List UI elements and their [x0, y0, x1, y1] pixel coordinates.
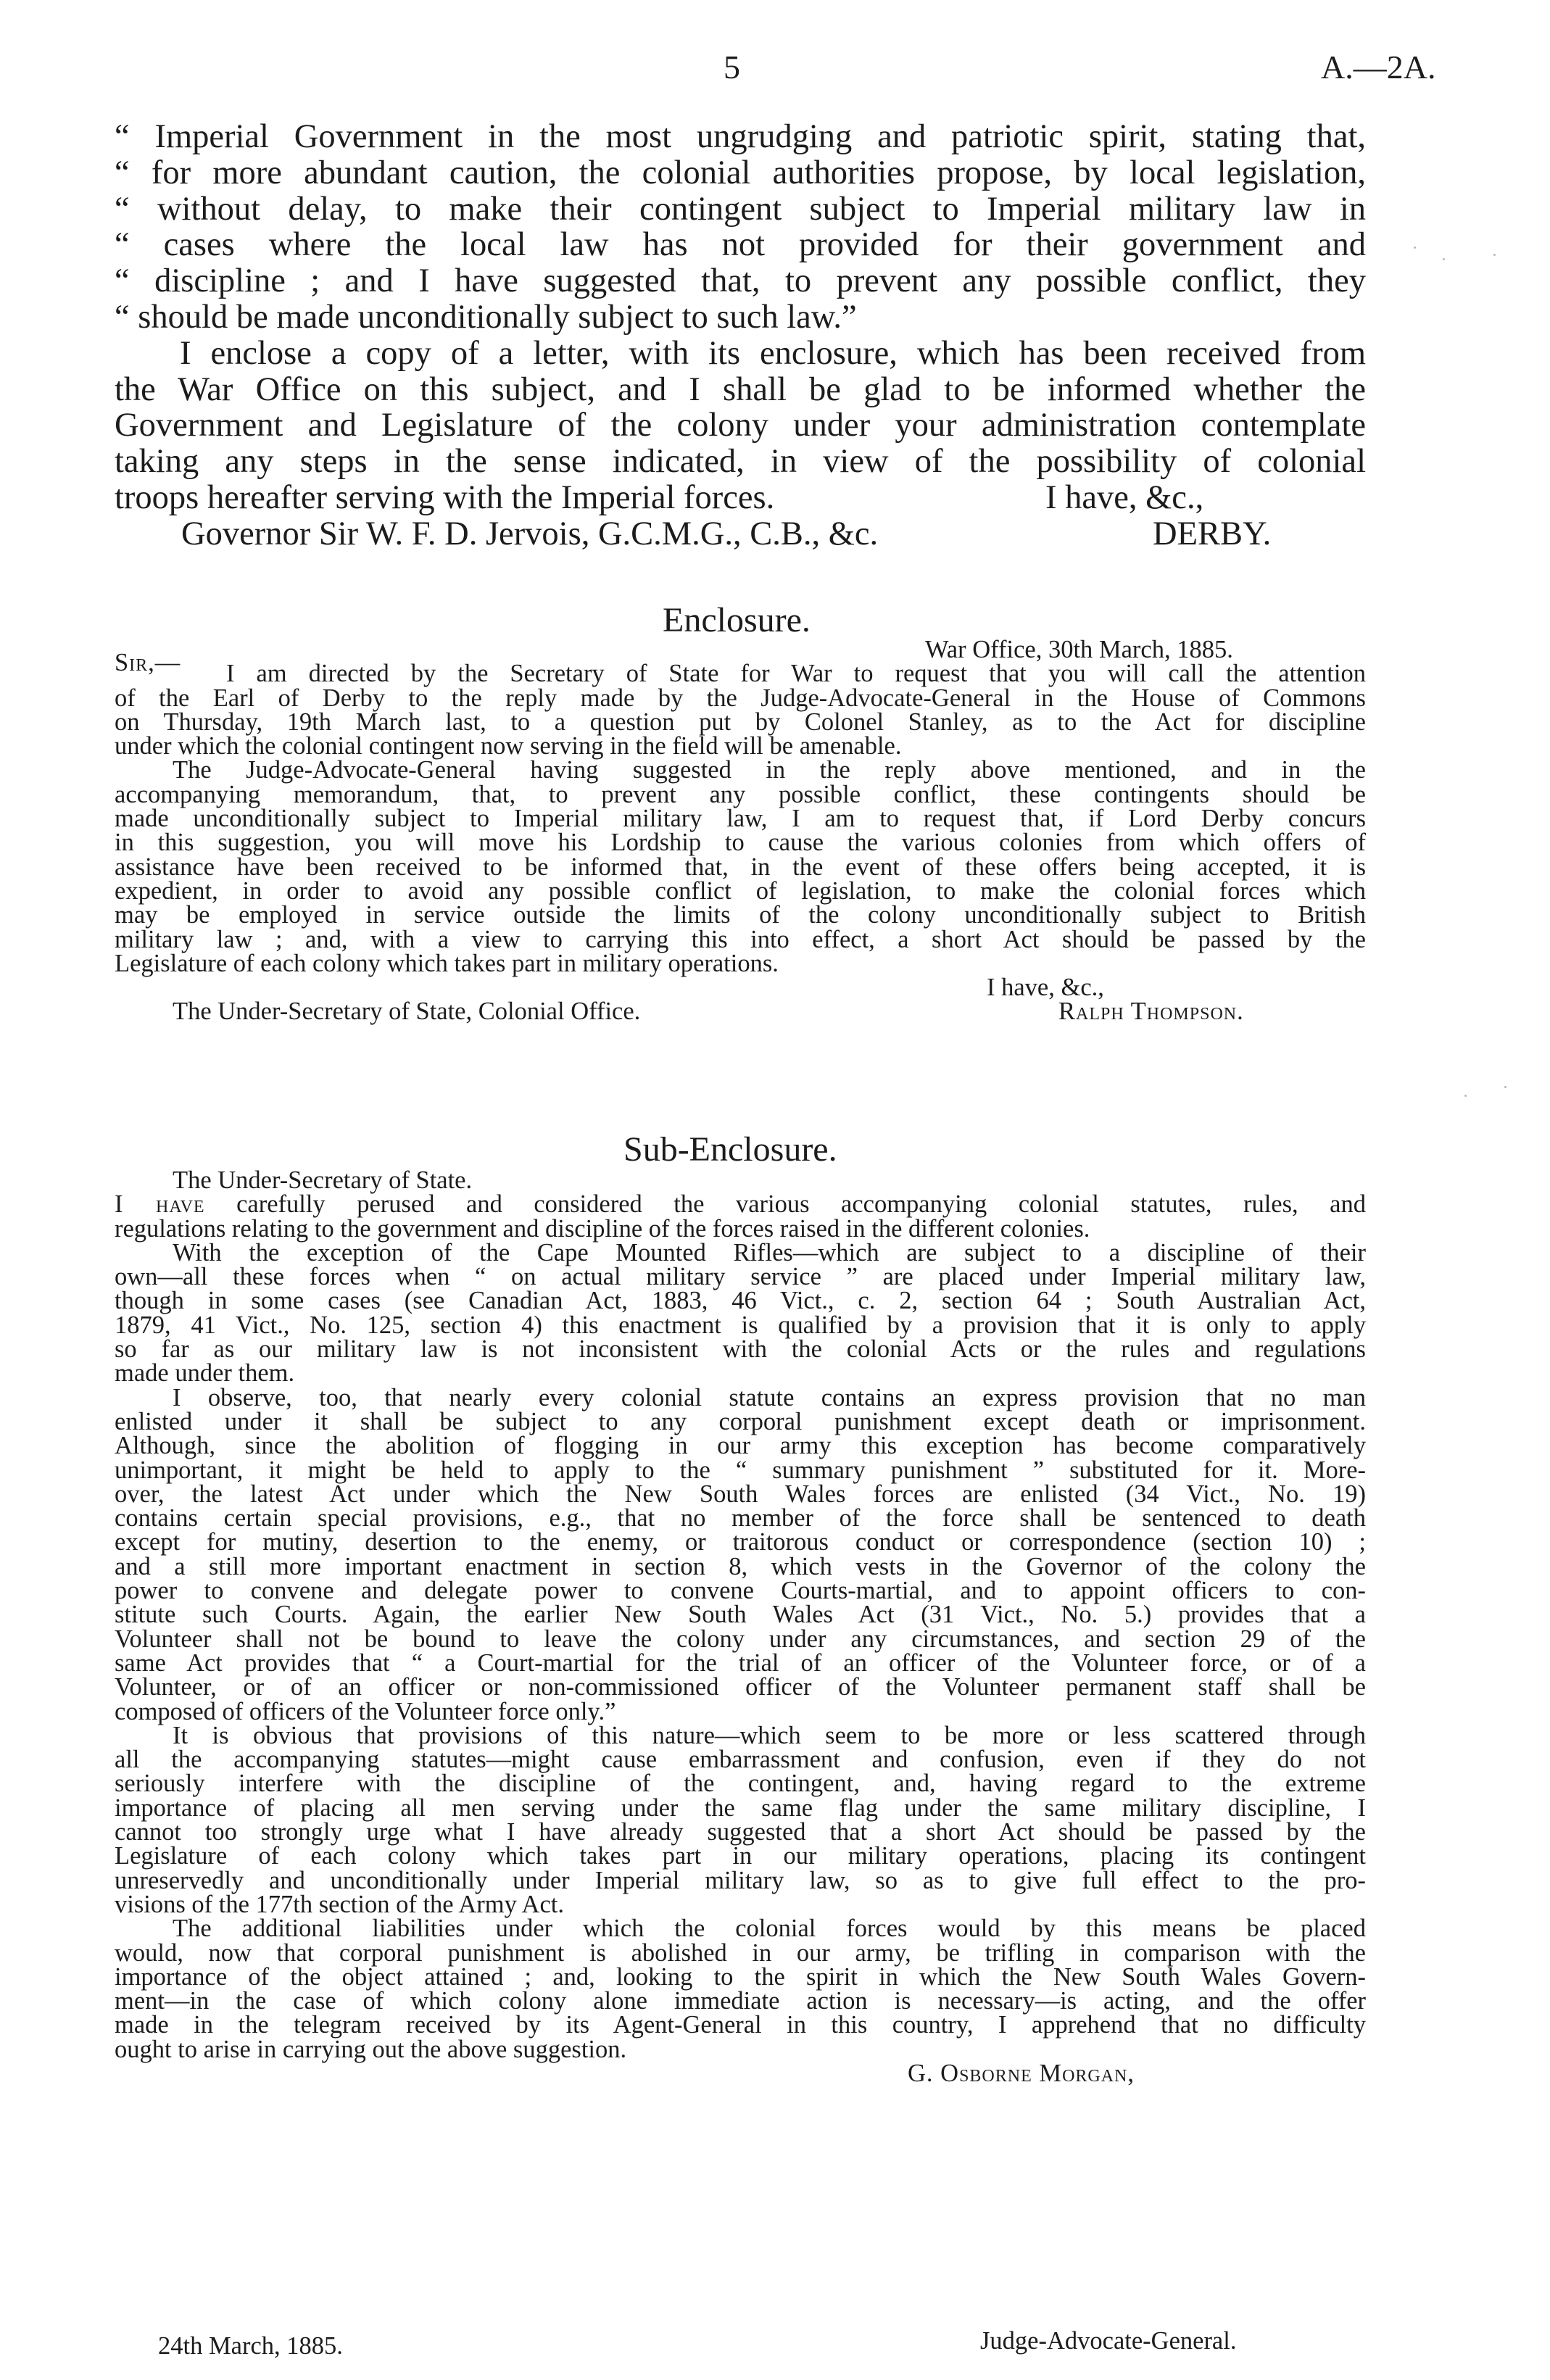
memo-line: over, the latest Act under which the New South Wales forces are enlisted (34 Vict., No. 19)	[115, 1480, 1366, 1508]
memo-line: would, now that corporal punishment is abolished in our army, be trifling in comparison with the	[115, 1939, 1366, 1967]
memo-line: made in the telegram received by its Agent-General in this country, I apprehend that no difficulty	[115, 2011, 1366, 2039]
memo-line: ment—in the case of which colony alone immediate action is necessary—is acting, and the offer	[115, 1987, 1366, 2015]
memo-line: unimportant, it might be held to apply to the “ summary punishment ” substituted for it. More-	[115, 1456, 1366, 1484]
sub-enclosure-heading: Sub-Enclosure.	[623, 1130, 837, 1169]
memo-line: own—all these forces when “ on actual military service ” are placed under Imperial military law,	[115, 1263, 1366, 1291]
memo-signature-title: Judge-Advocate-General.	[980, 2327, 1237, 2355]
enclosure-line: assistance have been received to be informed that, in the event of these offers being accepted, it is	[115, 853, 1366, 881]
enclosure-addressee: The Under-Secretary of State, Colonial Office.	[173, 998, 641, 1026]
body-line: I enclose a copy of a letter, with its enclosure, which has been received from	[180, 334, 1366, 372]
quote-line: “ for more abundant caution, the colonial authorities propose, by local legislation,	[115, 154, 1366, 191]
enclosure-line: I am directed by the Secretary of State for War to request that you will call the attention	[226, 660, 1366, 688]
enclosure-line: made unconditionally subject to Imperial military law, I am to request that, if Lord Derby concurs	[115, 805, 1366, 833]
memo-lead: I have	[115, 1190, 205, 1219]
memo-signature-name: G. Osborne Morgan,	[908, 2059, 1135, 2087]
memo-line: seriously interfere with the discipline of the contingent, and, having regard to the extreme	[115, 1770, 1366, 1798]
memo-line: power to convene and delegate power to convene Courts-martial, and to appoint officers to con-	[115, 1577, 1366, 1605]
body-line: the War Office on this subject, and I shall be glad to be informed whether the	[115, 370, 1366, 408]
memo-line: visions of the 177th section of the Army Act.	[115, 1890, 564, 1918]
letter-addressee: Governor Sir W. F. D. Jervois, G.C.M.G., C.B., &c.	[181, 515, 879, 552]
letter-text	[115, 119, 1366, 552]
memo-date: 24th March, 1885.	[158, 2332, 343, 2360]
quote-line: “ Imperial Government in the most ungrudging and patriotic spirit, stating that,	[115, 118, 1366, 155]
enclosure-heading: Enclosure.	[663, 601, 811, 639]
memo-line: all the accompanying statutes—might cause embarrassment and confusion, even if they do not	[115, 1746, 1366, 1774]
enclosure-signature: Ralph Thompson.	[1058, 998, 1244, 1026]
memo-line: 1879, 41 Vict., No. 125, section 4) this enactment is qualified by a provision that it is only to apply	[115, 1311, 1366, 1339]
memo-line: I have carefully perused and considered the various accompanying colonial statutes, rules, and	[115, 1190, 1366, 1219]
memo-line: enlisted under it shall be subject to any corporal punishment except death or imprisonment.	[115, 1407, 1366, 1435]
memo-line: I observe, too, that nearly every colonial statute contains an express provision that no man	[173, 1383, 1366, 1411]
memo-line: Legislature of each colony which takes part in our military operations, placing its contingent	[115, 1842, 1366, 1870]
enclosure-line: accompanying memorandum, that, to prevent any possible conflict, these contingents should be	[115, 780, 1366, 808]
scan-speck	[1414, 246, 1416, 249]
letter-signature: DERBY.	[1153, 515, 1272, 552]
enclosure-line: may be employed in service outside the limits of the colony unconditionally subject to British	[115, 901, 1366, 929]
salutation: Sir,—	[115, 649, 181, 676]
memo-line: made under them.	[115, 1359, 295, 1388]
sub-enclosure-memo	[115, 1166, 1366, 2087]
page-number: 5	[724, 49, 740, 86]
quote-line: “ without delay, to make their contingent subject to Imperial military law in	[115, 190, 1366, 228]
memo-line: Volunteer, or of an officer or non-commissioned officer of the Volunteer permanent staff shall be	[115, 1673, 1366, 1701]
quote-line: “ discipline ; and I have suggested that, to prevent any possible conflict, they	[115, 262, 1366, 300]
memo-line: except for mutiny, desertion to the enemy, or traitorous conduct or correspondence (section 10) ;	[115, 1528, 1366, 1556]
enclosure-letter	[115, 638, 1366, 1024]
memo-line: It is obvious that provisions of this nature—which seem to be more or less scattered through	[173, 1721, 1366, 1749]
enclosure-line: of the Earl of Derby to the reply made by the Judge-Advocate-General in the House of Commons	[115, 684, 1366, 712]
memo-line: Volunteer shall not be bound to leave the colony under any circumstances, and section 29 of the	[115, 1625, 1366, 1653]
memo-line: so far as our military law is not inconsistent with the colonial Acts or the rules and regulations	[115, 1335, 1366, 1364]
body-line: taking any steps in the sense indicated, in view of the possibility of colonial	[115, 443, 1366, 481]
quote-line: “ cases where the local law has not provided for their government and	[115, 226, 1366, 264]
enclosure-line: military law ; and, with a view to carrying this into effect, a short Act should be passed by the	[115, 925, 1366, 953]
memo-line: ought to arise in carrying out the above suggestion.	[115, 2035, 627, 2063]
enclosure-closing: I have, &c.,	[987, 974, 1104, 1002]
memo-line: contains certain special provisions, e.g., that no member of the force shall be sentenced to death	[115, 1504, 1366, 1533]
memo-line: The additional liabilities under which the colonial forces would by this means be placed	[173, 1915, 1366, 1943]
memo-line: importance of placing all men serving under the same flag under the same military discipline, I	[115, 1794, 1366, 1822]
memo-line: importance of the object attained ; and, looking to the spirit in which the New South Wales Govern-	[115, 1962, 1366, 1991]
scan-speck	[1464, 1095, 1467, 1097]
scan-speck	[1443, 258, 1445, 260]
memo-line: cannot too strongly urge what I have already suggested that a short Act should be passed by the	[115, 1818, 1366, 1846]
memo-line: Although, since the abolition of flogging in our army this exception has become comparatively	[115, 1432, 1366, 1460]
enclosure-line: expedient, in order to avoid any possible conflict of legislation, to make the colonial forces which	[115, 876, 1366, 905]
memo-line: stitute such Courts. Again, the earlier New South Wales Act (31 Vict., No. 5.) provides that a	[115, 1601, 1366, 1629]
scan-speck	[1493, 254, 1496, 256]
scan-speck	[1504, 1086, 1507, 1088]
memo-line: regulations relating to the government and discipline of the forces raised in the different colonies.	[115, 1214, 1090, 1243]
quote-line: “ should be made unconditionally subject to such law.”	[115, 298, 857, 336]
document-reference: A.—2A.	[1321, 49, 1436, 86]
enclosure-line: on Thursday, 19th March last, to a question put by Colonel Stanley, as to the Act for discipline	[115, 708, 1366, 736]
memo-line: unreservedly and unconditionally under Imperial military law, so as to give full effect to the pro-	[115, 1866, 1366, 1894]
memo-line: composed of officers of the Volunteer force only.”	[115, 1697, 616, 1725]
memo-line: same Act provides that “ a Court-martial for the trial of an officer of the Volunteer force, or of a	[115, 1649, 1366, 1677]
memo-line: and a still more important enactment in section 8, which vests in the Governor of the colony the	[115, 1552, 1366, 1580]
letter-closing: I have, &c.,	[1045, 478, 1204, 516]
enclosure-line: Legislature of each colony which takes part in military operations.	[115, 949, 779, 977]
body-last-line: troops hereafter serving with the Imperial forces.	[115, 478, 775, 516]
body-line: Government and Legislature of the colony under your administration contemplate	[115, 407, 1366, 444]
enclosure-line: in this suggestion, you will move his Lordship to cause the various colonies from which offers of	[115, 829, 1366, 857]
dateline: War Office, 30th March, 1885.	[925, 636, 1233, 663]
enclosure-line: The Judge-Advocate-General having suggested in the reply above mentioned, and in the	[173, 756, 1366, 784]
memo-line: With the exception of the Cape Mounted Rifles—which are subject to a discipline of their	[173, 1238, 1366, 1266]
memo-addressee: The Under-Secretary of State.	[173, 1166, 473, 1194]
memo-line: though in some cases (see Canadian Act, 1883, 46 Vict., c. 2, section 64 ; South Australian Act,	[115, 1287, 1366, 1315]
enclosure-line: under which the colonial contingent now serving in the field will be amenable.	[115, 732, 902, 760]
